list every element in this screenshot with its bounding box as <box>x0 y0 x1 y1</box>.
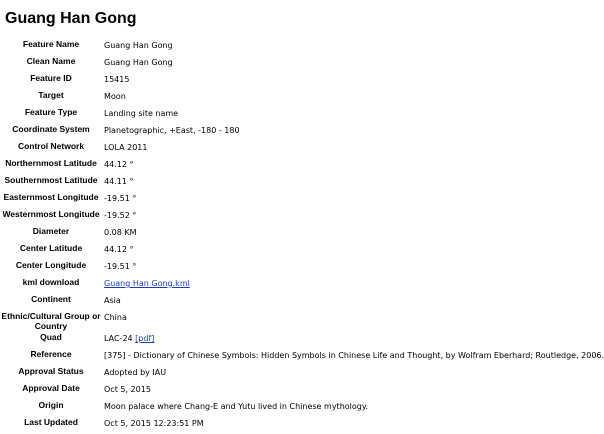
feature-type-label: Feature Type <box>24 107 78 117</box>
approval-status-value: Adopted by IAU <box>104 368 167 377</box>
reference-label: Reference <box>30 349 72 359</box>
coordinate-system-value: Planetographic, +East, -180 - 180 <box>104 126 240 135</box>
reference-value: [375] - Dictionary of Chinese Symbols: Hidden Symbols in Chinese Life and Thought, by Wolfram Eberhard; Routledge, 2006. <box>104 351 604 360</box>
diameter-value: 0.08 KM <box>104 228 137 237</box>
clean-name-label: Clean Name <box>26 56 76 66</box>
page-title: Guang Han Gong <box>5 10 137 27</box>
kml-download-label: kml download <box>22 277 80 287</box>
southernmost-latitude-value: 44.11 ° <box>104 177 134 186</box>
westernmost-longitude-label: Westernmost Longitude <box>2 209 100 219</box>
quad-value: LAC-24 <box>104 334 133 343</box>
center-longitude-value: -19.51 ° <box>104 262 137 271</box>
target-value: Moon <box>104 92 126 101</box>
ethnic-cultural-label: Ethnic/Cultural Group or Country <box>1 311 101 331</box>
feature-id-label: Feature ID <box>30 73 72 83</box>
continent-label: Continent <box>31 294 71 304</box>
feature-name-value: Guang Han Gong <box>104 41 173 50</box>
control-network-value: LOLA 2011 <box>104 143 148 152</box>
center-latitude-label: Center Latitude <box>19 243 83 253</box>
approval-date-value: Oct 5, 2015 <box>104 385 151 394</box>
feature-id-value: 15415 <box>104 75 130 84</box>
quad-pdf-link[interactable]: [pdf] <box>135 334 155 343</box>
ethnic-cultural-value: China <box>104 313 127 322</box>
easternmost-longitude-value: -19.51 ° <box>104 194 137 203</box>
center-latitude-value: 44.12 ° <box>104 245 134 254</box>
continent-value: Asia <box>104 296 121 305</box>
feature-name-label: Feature Name <box>22 39 80 49</box>
northernmost-latitude-label: Northernmost Latitude <box>5 158 97 168</box>
kml-download-cell <box>104 279 190 289</box>
last-updated-value: Oct 5, 2015 12:23:51 PM <box>104 419 204 428</box>
coordinate-system-label: Coordinate System <box>12 124 90 134</box>
northernmost-latitude-value: 44.12 ° <box>104 160 134 169</box>
westernmost-longitude-value: -19.52 ° <box>104 211 137 220</box>
approval-date-label: Approval Date <box>22 383 80 393</box>
feature-type-value: Landing site name <box>104 109 179 118</box>
origin-label: Origin <box>38 400 64 410</box>
diameter-label: Diameter <box>32 226 70 236</box>
kml-download-link[interactable]: Guang Han Gong.kml <box>104 279 190 288</box>
clean-name-value: Guang Han Gong <box>104 58 173 67</box>
last-updated-label: Last Updated <box>24 417 78 427</box>
approval-status-label: Approval Status <box>18 366 84 376</box>
control-network-label: Control Network <box>17 141 85 151</box>
quad-cell <box>104 334 154 344</box>
quad-label: Quad <box>40 332 62 342</box>
easternmost-longitude-label: Easternmost Longitude <box>3 192 99 202</box>
southernmost-latitude-label: Southernmost Latitude <box>4 175 98 185</box>
center-longitude-label: Center Longitude <box>15 260 87 270</box>
origin-value: Moon palace where Chang-E and Yutu lived in Chinese mythology. <box>104 402 368 411</box>
target-label: Target <box>38 90 64 100</box>
